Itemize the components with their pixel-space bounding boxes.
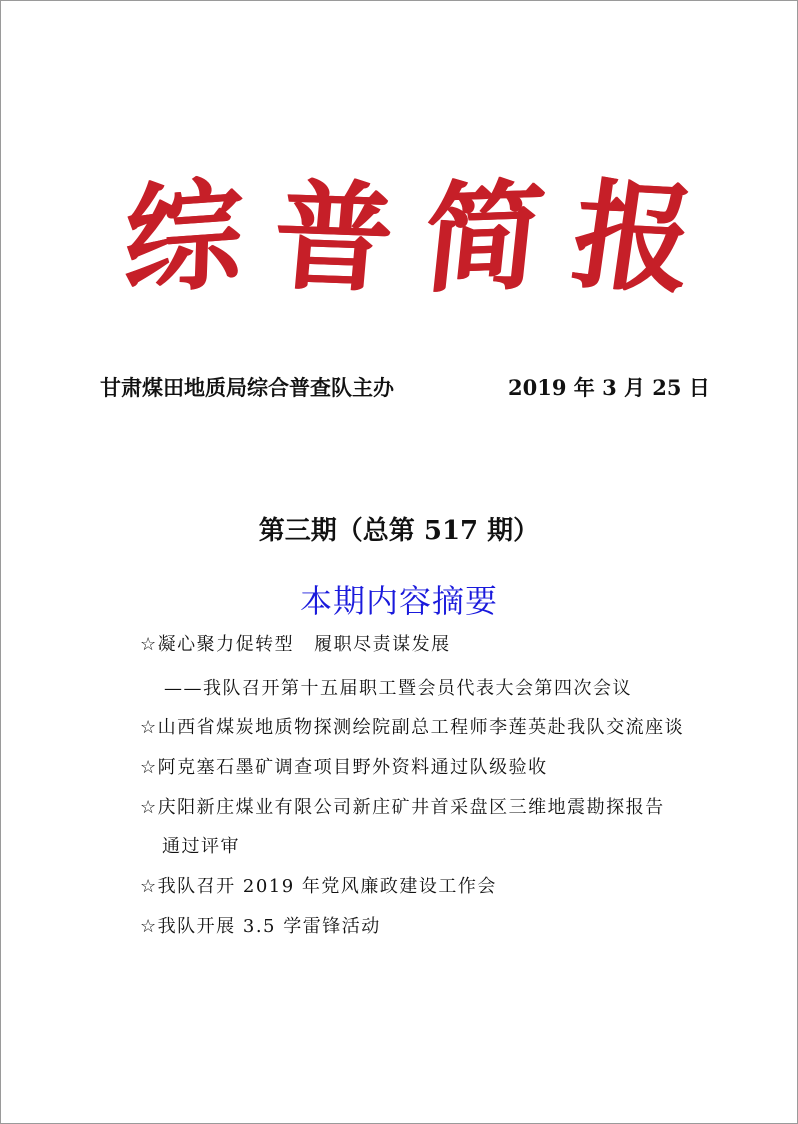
sponsor-line: 甘肃煤田地质局综合普查队主办 bbox=[100, 375, 394, 400]
summary-item bbox=[140, 713, 684, 739]
summary-item bbox=[140, 753, 548, 779]
masthead-char: 简 bbox=[416, 165, 550, 310]
summary-item bbox=[140, 872, 497, 898]
star-icon: ☆ bbox=[140, 717, 158, 738]
summary-item-title: 山西省煤炭地质物探测绘院副总工程师李莲英赴我队交流座谈 bbox=[157, 717, 685, 738]
summary-item-title: 庆阳新庄煤业有限公司新庄矿井首采盘区三维地震勘探报告 bbox=[157, 797, 665, 818]
masthead-char: 综 bbox=[121, 163, 245, 312]
summary-heading: 本期内容摘要 bbox=[299, 582, 498, 620]
masthead-char: 普 bbox=[267, 166, 399, 309]
publication-date: 2019 年 3 月 25 日 bbox=[508, 375, 710, 400]
summary-item-title: 阿克塞石墨矿调查项目野外资料通过队级验收 bbox=[157, 757, 548, 778]
summary-item bbox=[140, 912, 381, 938]
star-icon: ☆ bbox=[140, 634, 158, 655]
star-icon: ☆ bbox=[140, 797, 158, 818]
summary-item-title: 我队召开 2019 年党风廉政建设工作会 bbox=[157, 876, 497, 897]
summary-item-continuation: 通过评审 bbox=[162, 836, 240, 857]
summary-item-title-second: 履职尽责谋发展 bbox=[314, 634, 451, 655]
summary-item bbox=[140, 793, 665, 819]
summary-item-title: 我队开展 3.5 学雷锋活动 bbox=[157, 916, 381, 937]
star-icon: ☆ bbox=[140, 916, 158, 937]
summary-item bbox=[140, 630, 451, 656]
issue-title: 第三期（总第 517 期） bbox=[258, 516, 540, 546]
star-icon: ☆ bbox=[140, 757, 158, 778]
summary-item-subtitle: ——我队召开第十五届职工暨会员代表大会第四次会议 bbox=[164, 678, 632, 699]
masthead-char: 报 bbox=[564, 165, 702, 310]
masthead-title bbox=[118, 163, 702, 312]
star-icon: ☆ bbox=[140, 876, 158, 897]
summary-item-title: 凝心聚力促转型 bbox=[157, 634, 295, 655]
